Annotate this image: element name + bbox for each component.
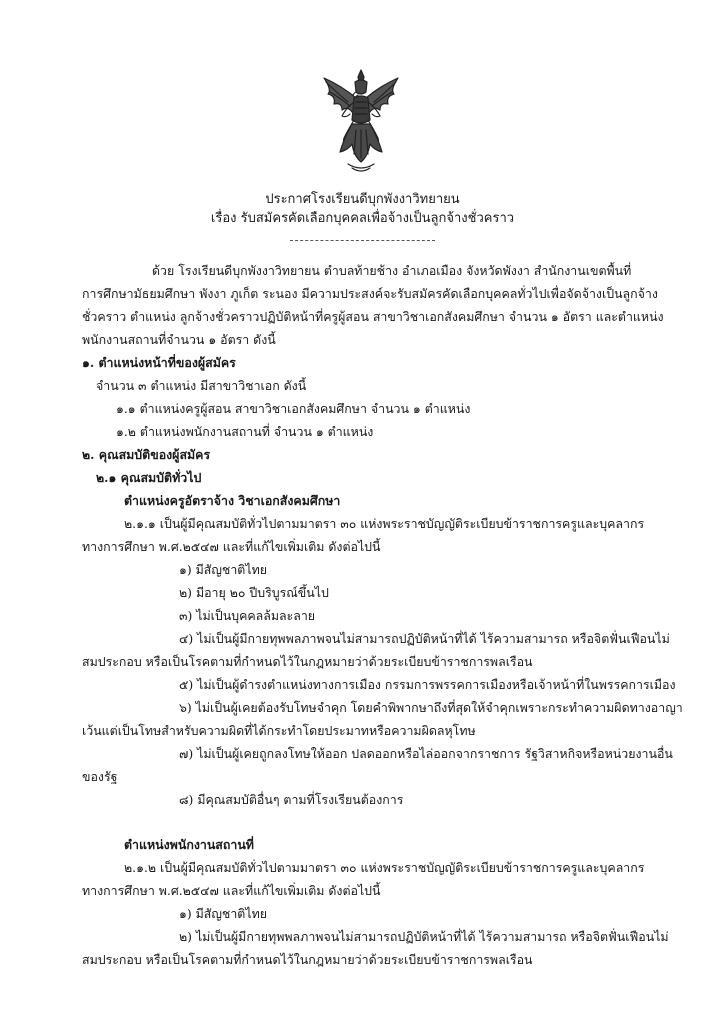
teacher-qualification: ๑) มีสัญชาติไทย: [179, 562, 267, 577]
intro-line: พนักงานสถานที่จำนวน ๑ อัตรา ดังนี้: [82, 332, 276, 347]
teacher-qualification: ของรัฐ: [82, 769, 118, 784]
janitor-intro-line: ๒.๑.๒ เป็นผู้มีคุณสมบัติทั่วไปตามมาตรา ๓๐ แห่งพระราชบัญญัติระเบียบข้าราชการครูและบุคลากร: [124, 860, 645, 875]
janitor-qualification: ๒) ไม่เป็นผู้มีกายทุพพลภาพจนไม่สามารถปฏิบัติหน้าที่ได้ ไร้ความสามารถ หรือจิตฟั่นเฟือนไม่: [179, 929, 669, 944]
intro-line: การศึกษามัธยมศึกษา พังงา ภูเก็ต ระนอง มีความประสงค์จะรับสมัครคัดเลือกบุคคลทั่วไปเพื่อจัดจ้างเป็นลูกจ้าง: [82, 286, 658, 301]
teacher-qualification: เว้นแต่เป็นโทษสำหรับความผิดที่ได้กระทำโดยประมาทหรือความผิดลหุโทษ: [82, 723, 476, 738]
teacher-intro-line: ทางการศึกษา พ.ศ.๒๕๔๗ และที่แก้ไขเพิ่มเติม ดังต่อไปนี้: [82, 539, 381, 554]
intro-line: ด้วย โรงเรียนดีบุกพังงาวิทยายน ตำบลท้ายช้าง อำเภอเมือง จังหวัดพังงา สำนักงานเขตพื้นที่: [152, 263, 632, 278]
teacher-position-heading: ตำแหน่งครูอัตราจ้าง วิชาเอกสังคมศึกษา: [124, 493, 341, 508]
teacher-qualification: สมประกอบ หรือเป็นโรคตามที่กำหนดไว้ในกฎหมายว่าด้วยระเบียบข้าราชการพลเรือน: [82, 654, 533, 669]
document-subject: เรื่อง รับสมัครคัดเลือกบุคคลเพื่อจ้างเป็นลูกจ้างชั่วคราว: [210, 211, 515, 226]
section-1-heading: ๑. ตำแหน่งหน้าที่ของผู้สมัคร: [82, 355, 236, 370]
title-separator: [290, 240, 435, 241]
section-2-heading: ๒. คุณสมบัติของผู้สมัคร: [82, 447, 211, 462]
teacher-qualification: ๖) ไม่เป็นผู้เคยต้องรับโทษจำคุก โดยคำพิพากษาถึงที่สุดให้จำคุกเพราะกระทำความผิดทางอาญา: [179, 700, 683, 715]
section-1-item: ๑.๑ ตำแหน่งครูผู้สอน สาขาวิชาเอกสังคมศึกษา จำนวน ๑ ตำแหน่ง: [116, 401, 471, 416]
janitor-qualification: ๑) มีสัญชาติไทย: [179, 906, 267, 921]
teacher-intro-line: ๒.๑.๑ เป็นผู้มีคุณสมบัติทั่วไปตามมาตรา ๓๐ แห่งพระราชบัญญัติระเบียบข้าราชการครูและบุคลากร: [124, 516, 645, 531]
teacher-qualification: ๘) มีคุณสมบัติอื่นๆ ตามที่โรงเรียนต้องการ: [179, 792, 404, 807]
janitor-position-heading: ตำแหน่งพนักงานสถานที่: [124, 837, 254, 852]
section-2-1-heading: ๒.๑ คุณสมบัติทั่วไป: [96, 470, 202, 485]
janitor-qualification: สมประกอบ หรือเป็นโรคตามที่กำหนดไว้ในกฎหมายว่าด้วยระเบียบข้าราชการพลเรือน: [82, 952, 533, 967]
document-title: ประกาศโรงเรียนดีบุกพังงาวิทยายน: [265, 192, 460, 207]
garuda-emblem-icon: [318, 68, 404, 176]
janitor-intro-line: ทางการศึกษา พ.ศ.๒๕๔๗ และที่แก้ไขเพิ่มเติม ดังต่อไปนี้: [82, 883, 381, 898]
teacher-qualification: ๔) ไม่เป็นผู้มีกายทุพพลภาพจนไม่สามารถปฏิบัติหน้าที่ได้ ไร้ความสามารถ หรือจิตฟั่นเฟือนไม่: [179, 631, 670, 646]
section-1-item: ๑.๒ ตำแหน่งพนักงานสถานที่ จำนวน ๑ ตำแหน่ง: [116, 424, 374, 439]
teacher-qualification: ๒) มีอายุ ๒๐ ปีบริบูรณ์ขึ้นไป: [179, 585, 329, 600]
section-1-summary: จำนวน ๓ ตำแหน่ง มีสาขาวิชาเอก ดังนี้: [96, 378, 307, 393]
teacher-qualification: ๓) ไม่เป็นบุคคลล้มละลาย: [179, 608, 316, 623]
teacher-qualification: ๗) ไม่เป็นผู้เคยถูกลงโทษให้ออก ปลดออกหรือไล่ออกจากราชการ รัฐวิสาหกิจหรือหน่วยงานอื่น: [179, 746, 673, 761]
teacher-qualification: ๕) ไม่เป็นผู้ดำรงตำแหน่งทางการเมือง กรรมการพรรคการเมืองหรือเจ้าหน้าที่ในพรรคการเมือง: [179, 677, 676, 692]
intro-line: ชั่วคราว ตำแหน่ง ลูกจ้างชั่วคราวปฏิบัติหน้าที่ครูผู้สอน สาขาวิชาเอกสังคมศึกษา จำนวน ๑ อัตรา และตำแหน่ง: [82, 309, 664, 324]
